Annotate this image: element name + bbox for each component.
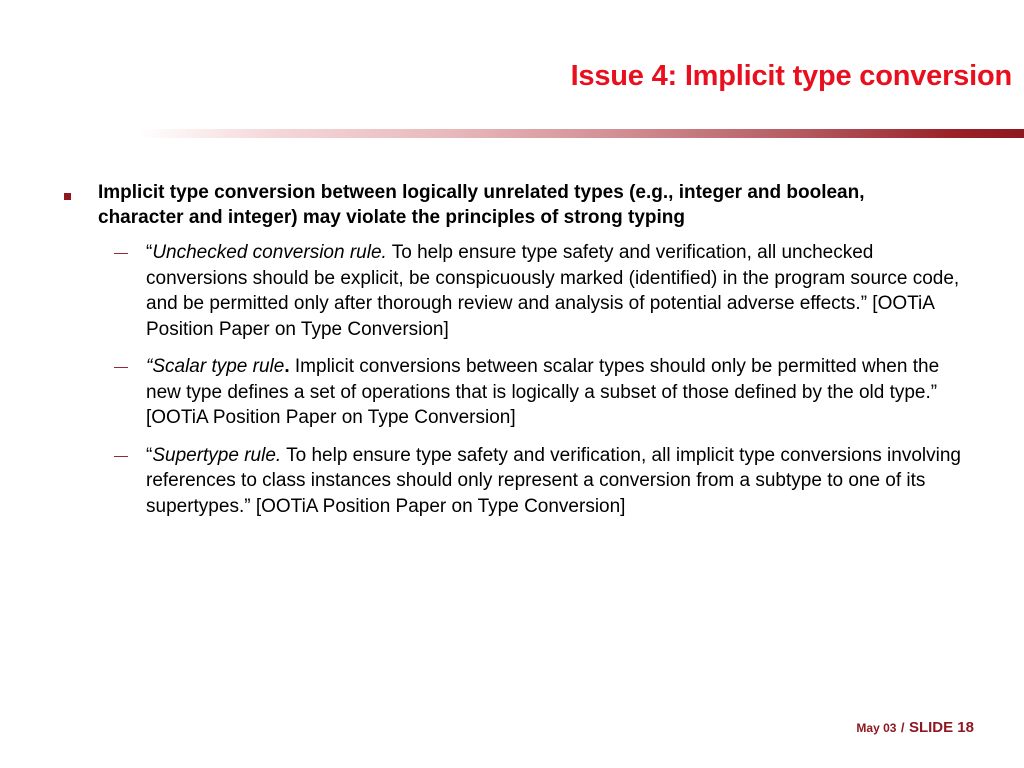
main-bullet-text: Implicit type conversion between logically unrelated types (e.g., integer and boolean, character and integer) may violate the principles of strong typing — [98, 182, 865, 228]
open-quote: “ — [146, 242, 153, 263]
rule-name: Supertype rule. — [152, 444, 282, 466]
sub-bullet-text — [146, 443, 976, 520]
square-bullet-icon — [64, 193, 71, 200]
footer-date: May 03 — [856, 721, 897, 735]
rule-name: “Scalar type rule — [146, 356, 285, 377]
rule-period: . — [284, 356, 290, 377]
rule-body: Implicit conversions between scalar types should only be permitted when the new type defines a set of operations that is logically a subset of those defined by the old type.” [OOTiA Position Paper on Type Conversion] — [146, 356, 940, 428]
rule-body: To help ensure type safety and verification, all implicit type conversions involving references to class instances should only represent a conversion from a subtype to one of its supertypes.” [OOTiA Position Paper on Type Conversion] — [146, 444, 961, 517]
sub-bullet-unchecked-conversion — [114, 240, 984, 342]
footer-separator: / — [900, 720, 905, 735]
open-quote: “ — [146, 444, 153, 466]
em-dash-bullet-icon: — — [114, 446, 128, 463]
sub-bullet-text — [146, 354, 976, 431]
em-dash-bullet-icon: — — [114, 358, 128, 374]
main-bullet — [64, 180, 984, 230]
title-divider — [138, 129, 1024, 138]
sub-bullet-scalar-type — [114, 354, 984, 431]
rule-name: Unchecked conversion rule. — [152, 242, 387, 263]
sub-bullet-text — [146, 240, 976, 342]
slide-title: Issue 4: Implicit type conversion — [570, 60, 1012, 92]
em-dash-bullet-icon: — — [114, 244, 128, 260]
sub-bullet-list — [114, 240, 984, 519]
slide-content — [64, 180, 984, 531]
sub-bullet-supertype — [114, 443, 984, 520]
slide-footer — [856, 719, 974, 737]
rule-body: To help ensure type safety and verification, all unchecked conversions should be explicit, be conspicuously marked (identified) in the program source code, and be permitted only after thorough review and analysis of potential adverse effects.” [OOTiA Position Paper on Type Conversion] — [146, 242, 960, 340]
slide-number: SLIDE 18 — [908, 719, 974, 736]
